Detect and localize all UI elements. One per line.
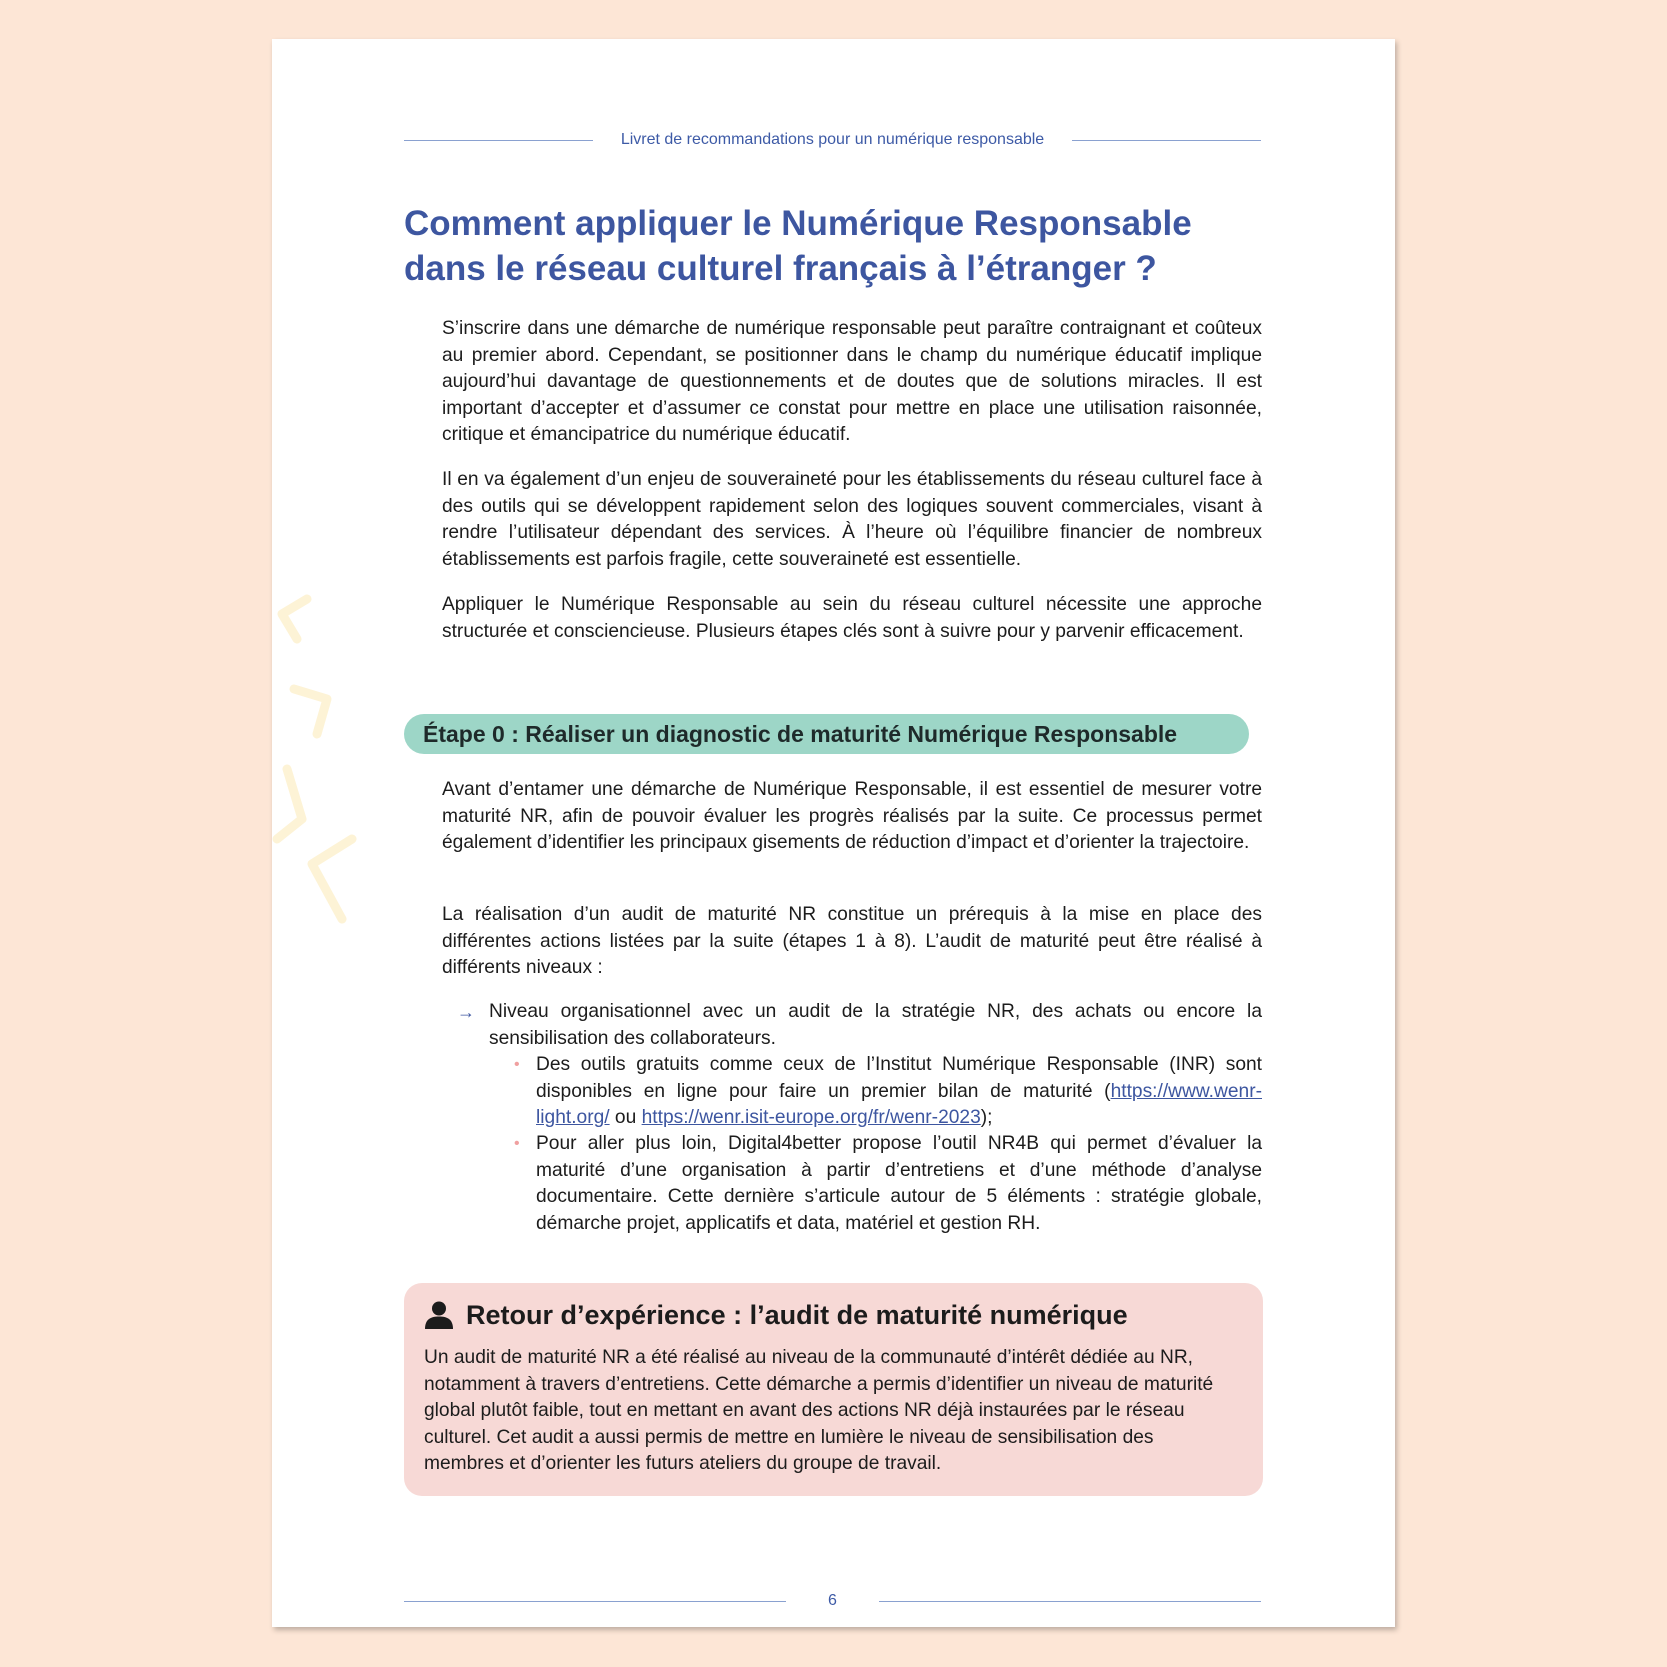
- header-rule-right: [1072, 140, 1261, 141]
- step-0-paragraph-1: Avant d’entamer une démarche de Numérique Responsable, il est essentiel de mesurer votre maturité NR, afin de pouvoir évaluer les progrès réalisés par la suite. Ce processus permet également d’identifier les principaux gisements de réduction d’impact et d’orienter la trajectoire.: [442, 779, 1262, 853]
- decorative-arrows-icon: [272, 579, 372, 939]
- bullet-text: Niveau organisationnel avec un audit de la stratégie NR, des achats ou encore la sensibilisation des collaborateurs.: [489, 1001, 1262, 1049]
- list-item: [512, 1131, 1262, 1237]
- bullet-dot-icon: •: [514, 1135, 520, 1152]
- person-icon: [424, 1300, 454, 1330]
- wenr-isit-link[interactable]: https://wenr.isit-europe.org/fr/wenr-2023: [641, 1107, 981, 1128]
- experience-box-body: Un audit de maturité NR a été réalisé au niveau de la communauté d’intérêt dédiée au NR, notamment à travers d’entretiens. Cette démarche a permis d’identifier un niveau de maturité global plutôt faible, tout en mettant en avant des actions NR déjà instaurées par le réseau culturel. Cet audit a aussi permis de mettre en lumière le niveau de sensibilisation des membres et d’orienter les futurs ateliers du groupe de travail.: [424, 1347, 1214, 1474]
- running-header: [404, 131, 1261, 149]
- experience-box-header: [424, 1295, 1243, 1335]
- step-0-paragraph-2: La réalisation d’un audit de maturité NR constitue un prérequis à la mise en place des différentes actions listées par la suite (étapes 1 à 8). L’audit de maturité peut être réalisé à différents niveaux :: [442, 904, 1262, 978]
- sub-item-text-after: );: [980, 1107, 993, 1128]
- header-rule-left: [404, 140, 593, 141]
- wenr-light-link[interactable]: https://www.wenr-light.org/: [536, 1080, 1262, 1128]
- document-page: [272, 39, 1395, 1627]
- list-item: [457, 999, 1262, 1052]
- page-title-line1: Comment appliquer le Numérique Responsable: [404, 204, 1192, 243]
- sub-list-1: [512, 1052, 1262, 1132]
- intro-paragraph-2: Il en va également d’un enjeu de souveraineté pour les établissements du réseau culturel face à des outils qui se développent rapidement selon des logiques souvent commerciales, visant à rendre l’utilisateur dépendant des services. À l’heure où l’équilibre financier de nombreux établissements est parfois fragile, cette souveraineté est essentielle.: [442, 469, 1262, 570]
- experience-box-title: Retour d’expérience : l’audit de maturité numérique: [466, 1299, 1128, 1330]
- page-title-line2: dans le réseau culturel français à l’étranger ?: [404, 249, 1157, 288]
- footer-rule-right: [879, 1601, 1261, 1602]
- page-title: [404, 201, 1274, 291]
- sub-list-2: [512, 1131, 1262, 1237]
- experience-box: [404, 1283, 1263, 1496]
- arrow-right-icon: →: [457, 1002, 475, 1022]
- intro-paragraph-3: Appliquer le Numérique Responsable au sein du réseau culturel nécessite une approche structurée et consciencieuse. Plusieurs étapes clés sont à suivre pour y parvenir efficacement.: [442, 594, 1262, 642]
- footer-rule-left: [404, 1601, 786, 1602]
- list-item: [512, 1052, 1262, 1132]
- step-0-banner: Étape 0 : Réaliser un diagnostic de maturité Numérique Responsable: [404, 714, 1249, 754]
- sub-item-text: Pour aller plus loin, Digital4better propose l’outil NR4B qui permet d’évaluer la maturité d’une organisation à partir d’entretiens et d’une méthode d’analyse documentaire. Cette dernière s’articule autour de 5 éléments : stratégie globale, démarche projet, applicatifs et data, matériel et gestion RH.: [536, 1133, 1262, 1234]
- page-footer: [404, 1592, 1261, 1610]
- running-title: Livret de recommandations pour un numérique responsable: [620, 131, 1045, 148]
- bullet-dot-icon: •: [514, 1056, 520, 1073]
- sub-item-text-before: Des outils gratuits comme ceux de l’Institut Numérique Responsable (INR) sont disponibles en ligne pour faire un premier bilan de maturité (: [536, 1054, 1262, 1102]
- intro-paragraph-1: S’inscrire dans une démarche de numérique responsable peut paraître contraignant et coûteux au premier abord. Cependant, se positionner dans le champ du numérique éducatif implique aujourd’hui davantage de questionnements et de doutes que de solutions miracles. Il est important d’accepter et d’assumer ce constat pour mettre en place une utilisation raisonnée, critique et émancipatrice du numérique éducatif.: [442, 318, 1262, 445]
- sub-item-text-mid: ou: [609, 1107, 642, 1128]
- page-number: 6: [828, 1592, 837, 1609]
